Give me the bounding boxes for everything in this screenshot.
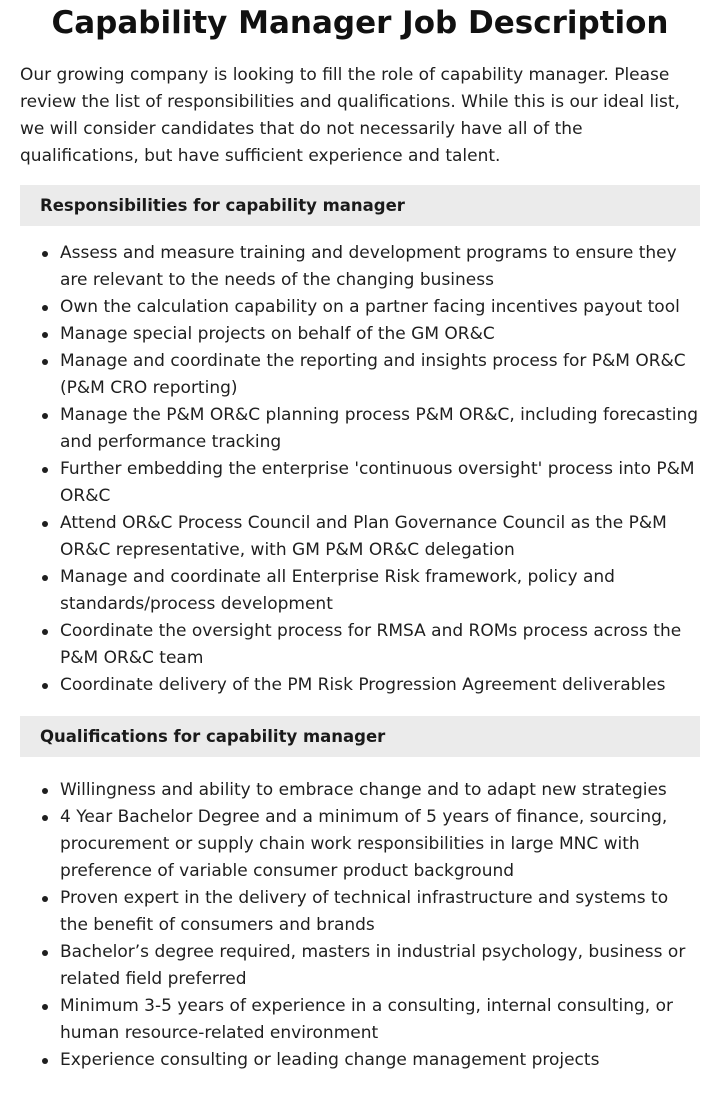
bullet-icon [42,521,48,527]
qualifications-list [20,777,700,1074]
bullet-icon [42,896,48,902]
bullet-icon [42,788,48,794]
list-item-text: Bachelor’s degree required, masters in industrial psychology, business or related field preferred [60,942,686,989]
list-item-text: Willingness and ability to embrace change and to adapt new strategies [60,780,667,800]
responsibilities-heading: Responsibilities for capability manager [20,185,700,226]
list-item [20,993,700,1047]
bullet-icon [42,305,48,311]
list-item-text: Minimum 3-5 years of experience in a consulting, internal consulting, or human resource-related environment [60,996,673,1043]
list-item [20,402,700,456]
list-item [20,1047,700,1074]
bullet-icon [42,815,48,821]
bullet-icon [42,683,48,689]
list-item [20,804,700,885]
bullet-icon [42,950,48,956]
list-item-text: 4 Year Bachelor Degree and a minimum of 5 years of finance, sourcing, procurement or supply chain work responsibilities in large MNC with preference of variable consumer product background [60,807,668,881]
list-item-text: Attend OR&C Process Council and Plan Governance Council as the P&M OR&C representative, with GM P&M OR&C delegation [60,513,667,560]
list-item-text: Manage special projects on behalf of the GM OR&C [60,324,495,344]
list-item [20,348,700,402]
bullet-icon [42,575,48,581]
responsibilities-list [20,240,700,699]
list-item-text: Manage and coordinate the reporting and insights process for P&M OR&C (P&M CRO reporting) [60,351,686,398]
list-item [20,321,700,348]
bullet-icon [42,332,48,338]
bullet-icon [42,251,48,257]
list-item [20,564,700,618]
list-item [20,294,700,321]
bullet-icon [42,413,48,419]
list-item-text: Experience consulting or leading change management projects [60,1050,600,1070]
list-item [20,885,700,939]
list-item [20,672,700,699]
bullet-icon [42,467,48,473]
list-item [20,777,700,804]
bullet-icon [42,629,48,635]
list-item-text: Further embedding the enterprise 'continuous oversight' process into P&M OR&C [60,459,695,506]
list-item [20,240,700,294]
list-item-text: Assess and measure training and development programs to ensure they are relevant to the needs of the changing business [60,243,677,290]
list-item [20,618,700,672]
bullet-icon [42,1004,48,1010]
list-item-text: Own the calculation capability on a partner facing incentives payout tool [60,297,680,317]
list-item-text: Manage the P&M OR&C planning process P&M OR&C, including forecasting and performance tracking [60,405,699,452]
list-item [20,456,700,510]
intro-paragraph: Our growing company is looking to fill the role of capability manager. Please review the list of responsibilities and qualifications. While this is our ideal list, we will consider candidates that do not necessarily have all of the qualifications, but have sufficient experience and talent. [20,65,680,166]
list-item [20,510,700,564]
list-item-text: Coordinate the oversight process for RMSA and ROMs process across the P&M OR&C team [60,621,682,668]
bullet-icon [42,1058,48,1064]
list-item [20,939,700,993]
page-title: Capability Manager Job Description [51,5,669,41]
list-item-text: Proven expert in the delivery of technical infrastructure and systems to the benefit of consumers and brands [60,888,669,935]
qualifications-heading: Qualifications for capability manager [20,716,700,757]
list-item-text: Coordinate delivery of the PM Risk Progression Agreement deliverables [60,675,666,695]
list-item-text: Manage and coordinate all Enterprise Risk framework, policy and standards/process development [60,567,615,614]
bullet-icon [42,359,48,365]
